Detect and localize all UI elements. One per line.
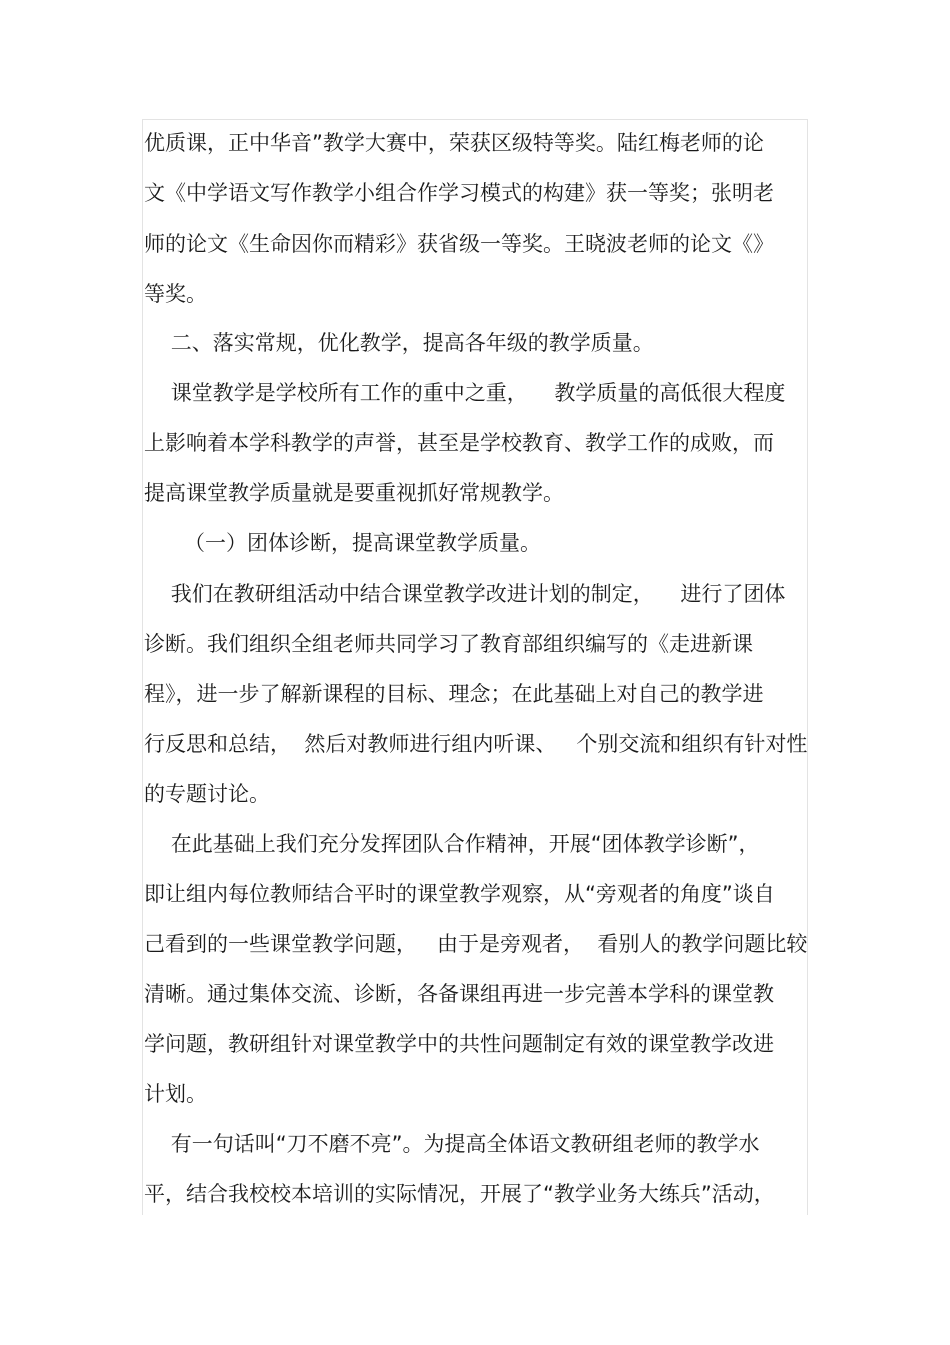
text-line: 提高课堂教学质量就是要重视抓好常规教学。 (144, 481, 564, 505)
text-line: 己看到的一些课堂教学问题， 由于是旁观者， 看别人的教学问题比较 (144, 932, 808, 956)
text-line: 平，结合我校校本培训的实际情况，开展了“教学业务大练兵”活动， (144, 1182, 775, 1206)
text-line: 我们在教研组活动中结合课堂教学改进计划的制定， 进行了团体 (144, 582, 786, 606)
text-line: 学问题，教研组针对课堂教学中的共性问题制定有效的课堂教学改进 (144, 1032, 774, 1056)
text-line: 文《中学语文写作教学小组合作学习模式的构建》获一等奖；张明老 (144, 181, 774, 205)
text-line: 师的论文《生命因你而精彩》获省级一等奖。王晓波老师的论文《》 (144, 232, 774, 256)
text-line: 的专题讨论。 (144, 782, 270, 806)
text-line: 程》，进一步了解新课程的目标、理念；在此基础上对自己的教学进 (144, 682, 764, 706)
subsection-heading: （一）团体诊断，提高课堂教学质量。 (144, 531, 542, 555)
text-line: 等奖。 (144, 282, 207, 306)
section-heading: 二、落实常规，优化教学，提高各年级的教学质量。 (144, 331, 654, 355)
text-line: 在此基础上我们充分发挥团队合作精神，开展“团体教学诊断”， (144, 832, 760, 856)
text-line: 诊断。我们组织全组老师共同学习了教育部组织编写的《走进新课 (144, 632, 753, 656)
text-line: 课堂教学是学校所有工作的重中之重， 教学质量的高低很大程度 (144, 381, 786, 405)
text-line: 即让组内每位教师结合平时的课堂教学观察，从“旁观者的角度”谈自 (144, 882, 775, 906)
text-line: 行反思和总结， 然后对教师进行组内听课、 个别交流和组织有针对性 (144, 732, 808, 756)
text-line: 清晰。通过集体交流、诊断，各备课组再进一步完善本学科的课堂教 (144, 982, 774, 1006)
text-line: 计划。 (144, 1082, 207, 1106)
text-line: 优质课，正中华音”教学大赛中，荣获区级特等奖。陆红梅老师的论 (144, 131, 764, 155)
text-line: 上影响着本学科教学的声誉，甚至是学校教育、教学工作的成败，而 (144, 431, 774, 455)
text-line: 有一句话叫“刀不磨不亮”。为提高全体语文教研组老师的教学水 (144, 1132, 760, 1156)
